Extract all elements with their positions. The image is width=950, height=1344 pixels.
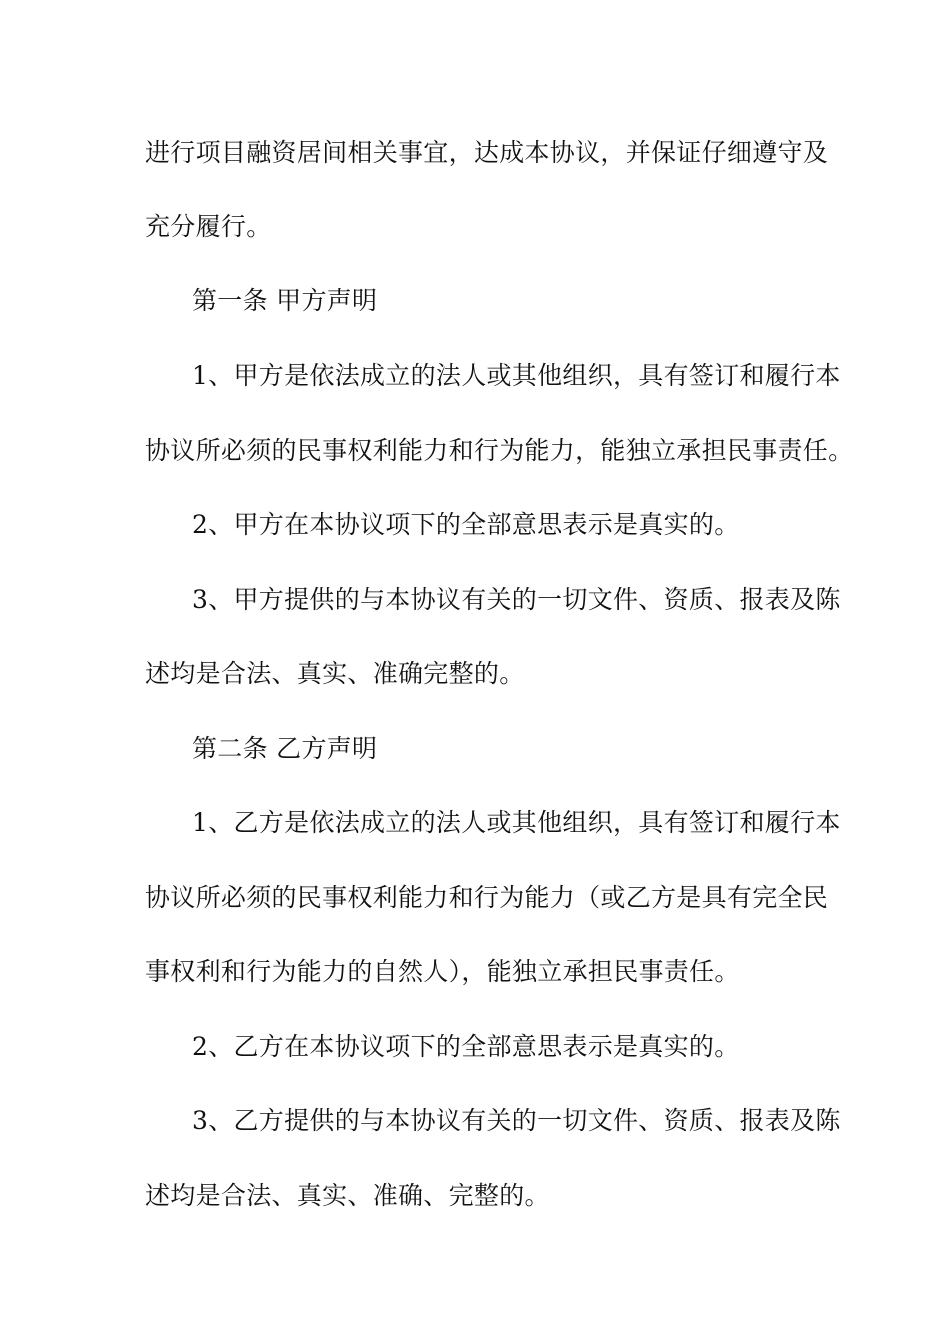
text-line: 述均是合法、真实、准确完整的。 <box>145 659 525 688</box>
text-line: 述均是合法、真实、准确、完整的。 <box>145 1181 550 1210</box>
text-line: 事权利和行为能力的自然人），能独立承担民事责任。 <box>145 957 740 986</box>
text-line: 协议所必须的民事权利能力和行为能力，能独立承担民事责任。 <box>145 436 854 465</box>
section-heading: 第一条 甲方声明 <box>192 286 378 315</box>
section-heading: 第二条 乙方声明 <box>192 734 378 763</box>
text-line: 充分履行。 <box>145 212 272 241</box>
text-line: 2、甲方在本协议项下的全部意思表示是真实的。 <box>192 510 740 539</box>
text-line: 2、乙方在本协议项下的全部意思表示是真实的。 <box>192 1032 740 1061</box>
text-line: 3、甲方提供的与本协议有关的一切文件、资质、报表及陈 <box>192 585 841 614</box>
text-line: 1、乙方是依法成立的法人或其他组织，具有签订和履行本 <box>192 808 841 837</box>
text-line: 进行项目融资居间相关事宜，达成本协议，并保证仔细遵守及 <box>145 138 829 167</box>
text-line: 3、乙方提供的与本协议有关的一切文件、资质、报表及陈 <box>192 1106 841 1135</box>
text-line: 1、甲方是依法成立的法人或其他组织，具有签订和履行本 <box>192 361 841 390</box>
text-line: 协议所必须的民事权利能力和行为能力（或乙方是具有完全民 <box>145 883 829 912</box>
